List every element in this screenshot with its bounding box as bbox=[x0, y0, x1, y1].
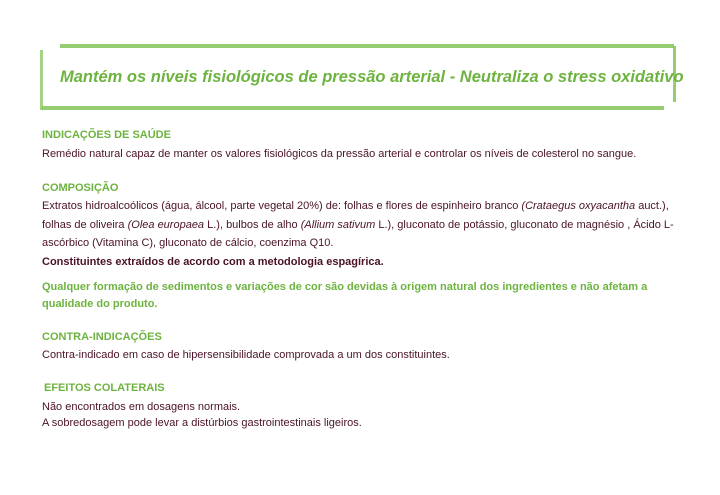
latin-name: (Crataegus oxyacantha bbox=[521, 200, 636, 212]
composicao-text bbox=[42, 197, 682, 271]
indicacoes-text: Remédio natural capaz de manter os valores fisiológicos da pressão arterial e controlar os níveis de colesterol no sangue. bbox=[42, 148, 637, 160]
efeitos-line1: Não encontrados em dosagens normais. bbox=[42, 401, 241, 413]
heading-contra: CONTRA-INDICAÇÕES bbox=[42, 331, 162, 343]
text: auct.), folhas de oliveira bbox=[42, 200, 669, 231]
latin-name: (Allium sativum bbox=[300, 218, 376, 231]
composicao-bold: Constituintes extraídos de acordo com a metodologia espagírica. bbox=[42, 255, 384, 268]
text: Extratos hidroalcoólicos (água, álcool, parte vegetal 20%) de: folhas e flores de espinheiro branco bbox=[42, 200, 522, 212]
latin-name: (Olea europaea bbox=[127, 218, 205, 231]
text: L.), gluconato de potássio, gluconato de magnésio , Ácido L-ascórbico (Vitamina C), gluconato de cálcio, coenzima Q10. bbox=[42, 218, 674, 249]
banner-border-left bbox=[40, 50, 43, 110]
page-title: Mantém os níveis fisiológicos de pressão arterial - Neutraliza o stress oxidativo bbox=[60, 68, 684, 86]
text: L.), bulbos de alho bbox=[204, 218, 301, 231]
efeitos-line2: A sobredosagem pode levar a distúrbios gastrointestinais ligeiros. bbox=[42, 417, 362, 429]
contra-text: Contra-indicado em caso de hipersensibilidade comprovada a um dos constituintes. bbox=[42, 349, 450, 361]
sediment-note: Qualquer formação de sedimentos e variações de cor são devidas à origem natural dos ingredientes e não afetam a qualidade do produto. bbox=[42, 281, 648, 310]
heading-indicacoes: INDICAÇÕES DE SAÚDE bbox=[42, 129, 171, 141]
heading-composicao: COMPOSIÇÃO bbox=[42, 182, 119, 194]
banner-border-bottom bbox=[42, 106, 664, 110]
banner-border-top bbox=[60, 44, 674, 48]
heading-efeitos: EFEITOS COLATERAIS bbox=[44, 382, 165, 394]
